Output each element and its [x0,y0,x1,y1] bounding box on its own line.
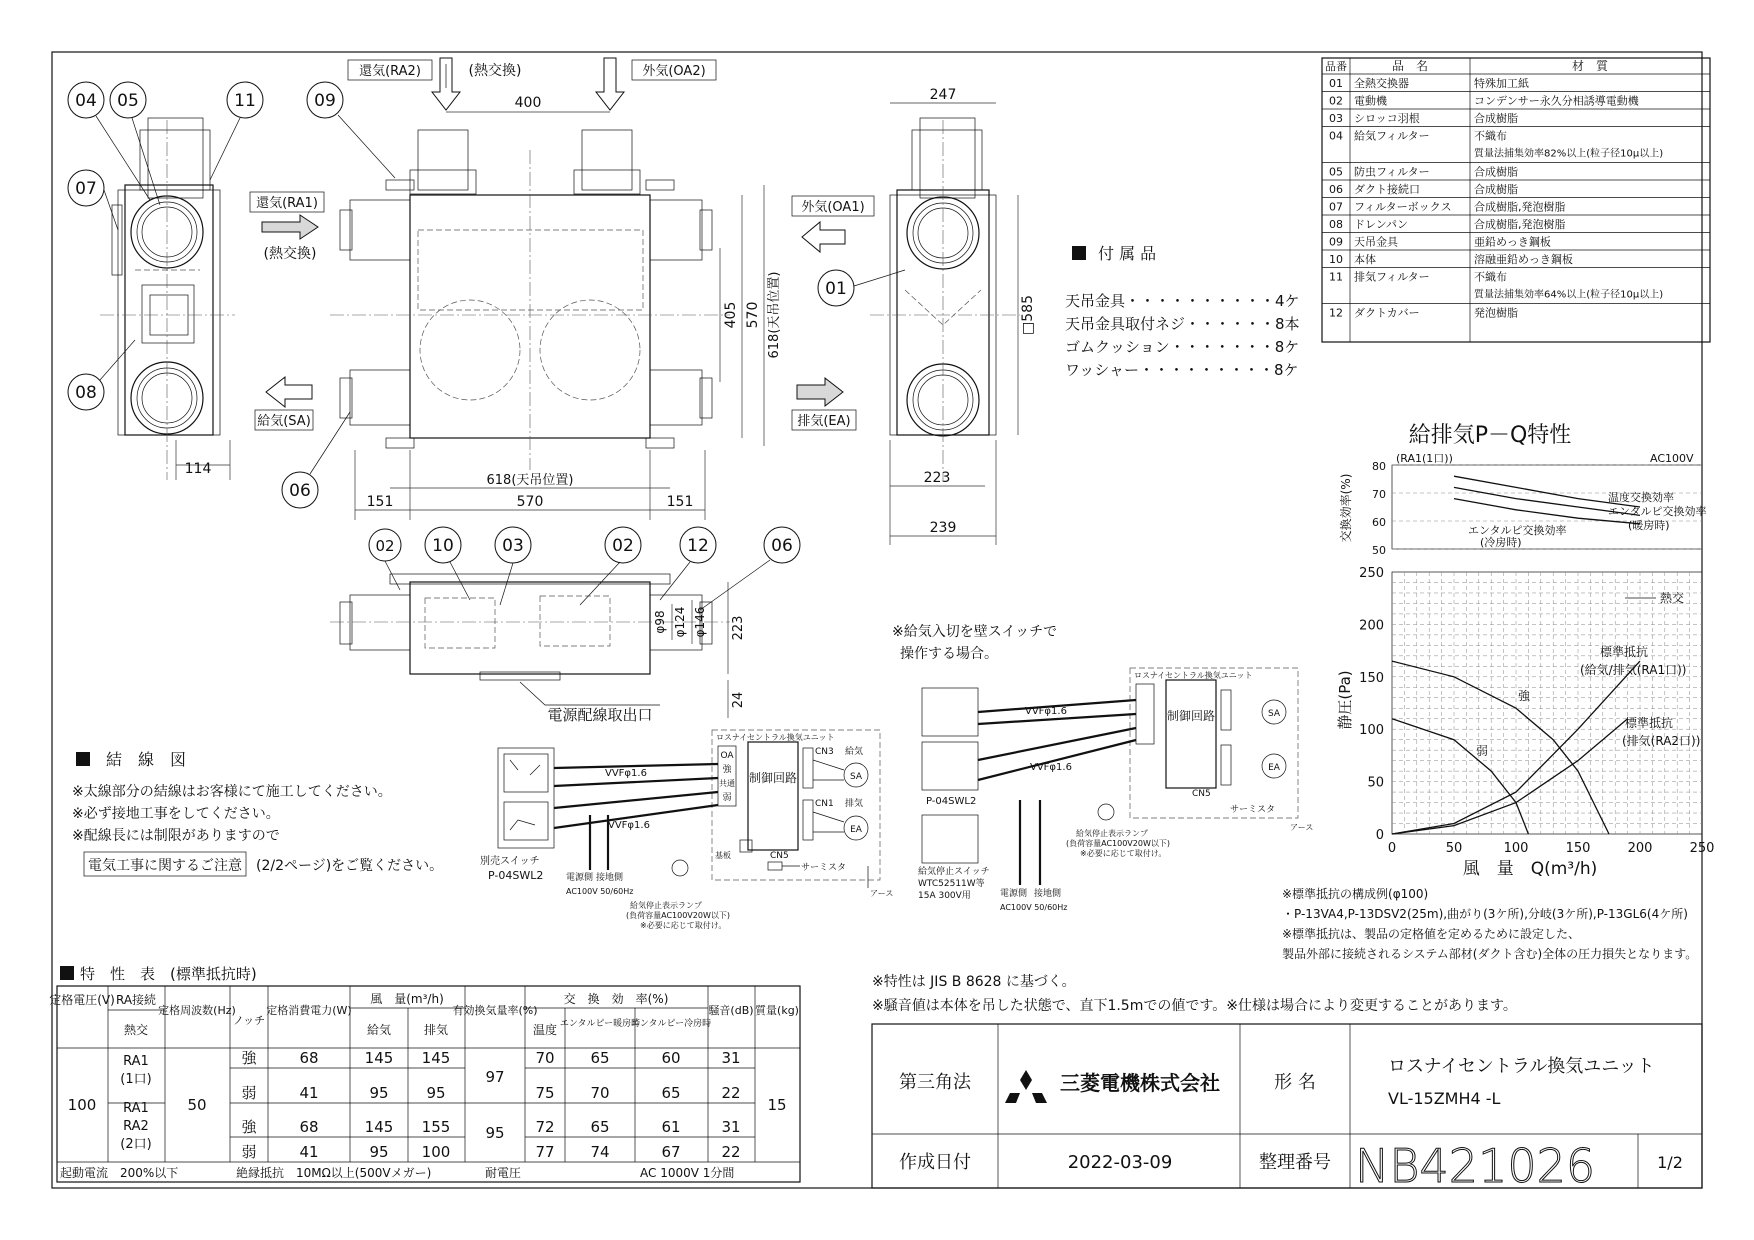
cn1-label: CN1 [815,799,834,809]
part-no: 04 [1329,129,1343,143]
accessories-title: 付 属 品 [1098,244,1157,263]
pq-xtick: 100 [1503,841,1529,856]
label-oa1: 外気(OA1) [801,200,865,215]
parts-header-material: 材 質 [1571,59,1609,73]
part-name: ダクトカバー [1354,306,1420,320]
parts-rows [1322,76,1710,320]
pq-xtick: 50 [1445,841,1463,856]
dim-585: □585 [1020,295,1036,335]
pq-series-line-3 [1392,719,1628,834]
power-w: 68 [299,1049,319,1067]
eff-enth-heat: 65 [590,1049,610,1067]
eff-ytick: 60 [1372,516,1386,529]
terminal-common: 共通 [719,779,735,788]
part-name: ダクト接続口 [1354,183,1420,196]
pq-note: 製品外部に接続されるシステム部材(ダクト含む)全体の圧力損失となります。 [1282,947,1698,961]
hdr-flow-ea: 排気 [423,1023,449,1037]
eff-enth-heat: 65 [590,1118,610,1136]
unit-title-2: ロスナイセントラル換気ユニット [1134,671,1253,680]
balloon-02-left: 02 [375,537,395,555]
val-mass: 15 [767,1096,787,1114]
pq-label-std2b: (排気(RA2口)) [1622,734,1701,748]
name-label: 形 名 [1274,1072,1316,1093]
ref-number: NB421026 [1355,1139,1596,1193]
noise-db: 22 [721,1084,741,1102]
ra-connection: RA2 [123,1119,149,1134]
label-oa2: 外気(OA2) [642,64,706,79]
footer-ins: 絶縁抵抗 10MΩ以上(500Vメガー) [236,1166,432,1180]
motor-sa-2: SA [1267,709,1281,719]
dim-405: 405 [723,301,739,329]
spec-title: 特 性 表 (標準抵抗時) [80,965,257,983]
ref-label: 整理番号 [1259,1152,1331,1173]
hdr-freq: 定格周波数(Hz) [158,1004,236,1017]
lamp-spec-2: (負荷容量AC100V20W以下) [1066,839,1170,848]
hdr-ra: RA接続 [115,993,157,1007]
part-no: 03 [1329,112,1343,125]
eff-vent-value: 95 [485,1124,505,1142]
pq-ytick: 100 [1359,723,1384,739]
dim-114: 114 [184,461,212,477]
bottom-view [330,574,746,724]
eff-vent-value: 97 [485,1068,505,1086]
parts-header-name: 品 名 [1391,59,1429,73]
noise-db: 31 [721,1049,741,1067]
pq-ytick: 150 [1359,670,1384,686]
pq-series-line-1 [1392,719,1528,834]
flow-ea: 100 [421,1143,451,1161]
dim-618-h: 618(天吊位置) [486,473,574,488]
spec-rows [120,1049,740,1161]
hdr-flow-sa: 給気 [366,1023,392,1037]
pq-xtick: 200 [1627,841,1653,856]
part-material: 亜鉛めっき鋼板 [1474,235,1551,249]
eff-label-heat: (暖房時) [1628,519,1670,532]
flow-ea: 155 [421,1118,451,1136]
noise-db: 22 [721,1143,741,1161]
dim-phi124: φ124 [673,606,687,638]
balloon-02-right: 02 [612,536,634,556]
notch: 弱 [241,1143,257,1161]
vvf-label: VVFφ1.6 [608,820,650,831]
flow-sa: 145 [364,1118,394,1136]
title-block [872,1024,1702,1193]
dim-phi98: φ98 [653,610,667,634]
label-sa: 給気(SA) [257,414,311,429]
part-material: 特殊加工紙 [1474,77,1529,90]
eff-temp: 75 [535,1084,555,1102]
alt-title-1: ※給気入切を壁スイッチで [892,624,1058,640]
part-name: シロッコ羽根 [1354,112,1420,125]
balloon-05: 05 [117,91,139,111]
hdr-enth-s: エンタルピー冷房時 [630,1019,712,1029]
val-freq: 50 [187,1096,207,1114]
dim-570-v: 570 [745,301,761,329]
part-name: 全熱交換器 [1354,77,1409,90]
hdr-noise: 騒音(dB) [708,1004,754,1017]
pq-label-heat: 熱交 [1660,591,1685,605]
footer-wv-val: AC 1000V 1分間 [640,1166,735,1180]
eff-enth-cool: 67 [661,1143,681,1161]
balloon-08: 08 [75,383,97,403]
hdr-notch: ノッチ [232,1014,266,1027]
date-value: 2022-03-09 [1067,1152,1173,1173]
part-no: 08 [1329,218,1343,231]
eff-enth-cool: 60 [661,1049,681,1067]
balloon-12: 12 [687,536,709,556]
ra-connection: (2口) [120,1137,152,1152]
pq-xtick: 250 [1689,841,1715,856]
unit-title: ロスナイセントラル換気ユニット [716,733,835,742]
wiring-note: ※必ず接地工事をしてください。 [72,806,280,822]
pq-ytick: 50 [1367,775,1384,791]
label-ra1: 還気(RA1) [256,196,318,211]
projection-label: 第三角法 [899,1072,971,1093]
eff-label-cool: (冷房時) [1480,536,1522,549]
terminal-weak: 弱 [722,793,732,803]
dim-151-right: 151 [666,494,694,510]
board-label: 基板 [715,851,731,860]
val-voltage: 100 [67,1096,97,1114]
part-no: 06 [1329,183,1343,196]
power-spec: AC100V 50/60Hz [566,887,634,896]
pq-label-std1: 標準抵抗 [1600,645,1649,659]
part-no: 07 [1329,200,1343,214]
eff-temp: 70 [535,1049,555,1067]
part-name: 防虫フィルター [1354,165,1430,179]
parts-header-no: 品番 [1325,60,1347,73]
flow-sa: 95 [369,1143,389,1161]
motor-sa: SA [849,772,863,782]
eff-label-temp: 温度交換効率 [1608,491,1674,504]
power-w: 41 [299,1143,319,1161]
pq-xtick: 150 [1565,841,1591,856]
page-number: 1/2 [1657,1153,1683,1172]
notch: 弱 [241,1084,257,1102]
hdr-ra-sub: 熱交 [123,1023,149,1037]
pq-grid [1359,566,1714,856]
part-name: 給気フィルター [1354,129,1430,143]
pq-label-weak: 弱 [1476,744,1489,758]
dim-phi146: φ146 [693,606,707,638]
balloon-01: 01 [825,279,847,299]
earth-label-2: アース [1290,823,1314,832]
noise-db: 31 [721,1118,741,1136]
dim-223-b: 223 [731,615,746,641]
part-material: 溶融亜鉛めっき鋼板 [1474,253,1573,266]
exhaust-label: 排気 [845,799,864,809]
hdr-mass: 質量(kg) [755,1004,799,1017]
accessory-item: ゴムクッション・・・・・・・8ケ [1065,338,1300,356]
power-spec-2: AC100V 50/60Hz [1000,903,1068,912]
pq-label-strong: 強 [1518,689,1531,703]
dim-239: 239 [929,520,957,536]
balloon-09: 09 [314,91,336,111]
note-noise: ※騒音値は本体を吊した状態で、直下1.5mでの値です。※仕様は場合により変更することがあります。 [872,998,1517,1014]
part-name: 排気フィルター [1354,270,1430,284]
part-material: コンデンサー永久分相誘導電動機 [1474,94,1639,108]
eff-label-ac: AC100V [1650,452,1694,465]
accessory-item: ワッシャー・・・・・・・・・8ケ [1065,361,1299,379]
accessory-item: 天吊金具取付ネジ・・・・・・8本 [1065,315,1300,333]
lamp-label: 給気停止表示ランプ [630,901,702,910]
wiring-note: ※太線部分の結線はお客様にて施工してください。 [72,784,392,800]
pq-chart [1282,423,1714,961]
flow-sa: 95 [369,1084,389,1102]
date-label: 作成日付 [899,1152,971,1173]
eff-label-enth-heat: エンタルピ交換効率 [1608,505,1707,518]
part-material: 合成樹脂,発泡樹脂 [1474,218,1566,231]
hdr-flow: 風 量(m³/h) [370,992,444,1006]
eff-label-enth-cool: エンタルピ交換効率 [1468,524,1567,537]
vvf-label: VVFφ1.6 [605,768,647,779]
part-material: 合成樹脂 [1474,112,1518,125]
pq-label-std2: 標準抵抗 [1625,716,1674,730]
eff-enth-heat: 74 [590,1143,610,1161]
part-no: 01 [1329,77,1343,90]
cn5-label: CN5 [770,851,789,861]
flow-ea: 145 [421,1049,451,1067]
balloon-07: 07 [75,179,97,199]
alt-title-2: 操作する場合。 [900,646,998,662]
part-no: 05 [1329,165,1343,179]
cn5-label-2: CN5 [1192,789,1211,799]
part-no: 02 [1329,94,1343,108]
part-material-detail: 質量法捕集効率64%以上(粒子径10μ以上) [1474,289,1664,301]
part-material: 不織布 [1474,270,1507,284]
dim-570-h: 570 [516,494,544,510]
power-side-2: 電源側 [1000,889,1028,899]
motor-ea: EA [850,825,862,835]
eff-ytick: 50 [1372,544,1386,557]
motor-ea-2: EA [1268,763,1280,773]
label-heat-exchange-top: (熱交換) [468,63,522,79]
left-side-view [100,118,324,480]
vvf-label-3: VVFφ1.6 [1030,762,1072,773]
cn3-label: CN3 [815,747,834,757]
part-material: 不織布 [1474,129,1507,143]
wiring-note: ※配線長には制限がありますので [72,828,280,844]
flow-ea: 95 [426,1084,446,1102]
dim-151-left: 151 [366,494,394,510]
vvf-label-2: VVFφ1.6 [1025,706,1067,717]
terminal-oa: OA [720,751,734,761]
eff-ylabel: 交換効率(%) [1339,473,1353,543]
accessory-item: 天吊金具・・・・・・・・・・4ケ [1065,292,1300,310]
hdr-voltage: 定格電圧(V) [49,993,115,1007]
pq-ytick: 200 [1359,618,1384,634]
mitsubishi-logo-icon [1005,1070,1047,1103]
eff-ytick: 70 [1372,488,1386,501]
switch1-name: 別売スイッチ [480,856,540,867]
part-name: 本体 [1354,253,1376,266]
switch1-model: P-04SWL2 [488,869,544,882]
label-ra2: 還気(RA2) [359,64,421,79]
wiring-note-tail: (2/2ページ)をご覧ください。 [256,858,444,874]
pq-ytick: 0 [1375,828,1384,843]
footer-wv: 耐電圧 [485,1166,522,1180]
power-w: 68 [299,1118,319,1136]
balloon-06-front: 06 [289,481,311,501]
pq-label-std1b: (給気/排気(RA1口)) [1580,663,1687,677]
pq-plot-area [1392,572,1702,834]
part-material: 発泡樹脂 [1474,306,1518,320]
balloon-03: 03 [502,536,524,556]
pq-note: ※標準抵抗は、製品の定格値を定めるために設定した、 [1282,927,1581,941]
lamp-label-2: 給気停止表示ランプ [1076,829,1148,838]
part-material: 合成樹脂 [1474,183,1518,196]
stop-model: WTC52511W等 [918,879,985,889]
part-name: ドレンパン [1354,218,1408,231]
ra-connection: (1口) [120,1072,152,1087]
ground-side: 接地側 [596,873,624,883]
stop-switch: 給気停止スイッチ [918,867,990,877]
control-circuit: 制御回路 [748,771,798,785]
pq-note: ・P-13VA4,P-13DSV2(25m),曲がり(3ケ所),分岐(3ケ所),P-13GL6(4ケ所) [1282,907,1688,921]
hdr-power: 定格消費電力(W) [266,1004,352,1017]
balloon-04: 04 [75,91,97,111]
ra-connection: RA1 [123,1101,149,1116]
earth-label: アース [870,889,894,898]
part-material: 合成樹脂 [1474,165,1518,179]
parts-table [1322,58,1710,342]
chart-title: 給排気P－Q特性 [1408,423,1572,448]
eff-label-ra: (RA1(1口)) [1396,452,1453,465]
wiring-title: 結 線 図 [106,750,187,769]
dim-24: 24 [731,691,746,709]
power-w: 41 [299,1084,319,1102]
pq-ytick: 250 [1359,566,1384,581]
dim-618-v: 618(天吊位置) [767,271,782,359]
notch: 強 [241,1049,257,1067]
power-side: 電源側 [566,873,594,883]
front-view [330,58,782,520]
part-name: フィルターボックス [1354,200,1452,214]
part-material-detail: 質量法捕集効率82%以上(粒子径10μ以上) [1474,148,1664,160]
eff-ytick: 80 [1372,460,1386,473]
wiring-boxed-note: 電気工事に関するご注意 [88,858,242,874]
switch2-model: P-04SWL2 [926,796,977,807]
label-cable-exit: 電源配線取出口 [547,706,653,724]
part-name: 天吊金具 [1354,235,1398,249]
accessories [1065,244,1300,379]
company-name: 三菱電機株式会社 [1060,1071,1220,1095]
eff-enth-heat: 70 [590,1084,610,1102]
right-side-view [792,87,1036,545]
label-ea: 排気(EA) [797,414,851,429]
part-name: 電動機 [1354,94,1387,108]
dim-223-r: 223 [923,470,951,486]
hdr-exch: 交 換 効 率(%) [563,992,669,1006]
part-no: 12 [1329,306,1343,320]
ground-side-2: 接地側 [1034,889,1062,899]
thermistor-label: サーミスタ [801,863,847,873]
eff-temp: 72 [535,1118,555,1136]
spec-table [49,965,800,1182]
product-name: ロスナイセントラル換気ユニット [1388,1056,1655,1077]
flow-sa: 145 [364,1049,394,1067]
pq-ylabel: 静圧(Pa) [1336,670,1354,730]
pq-xtick: 0 [1387,841,1397,856]
eff-enth-cool: 65 [661,1084,681,1102]
part-no: 10 [1329,253,1343,266]
notch: 強 [241,1118,257,1136]
wiring-diagram [72,624,1313,930]
dim-400: 400 [514,95,542,111]
stop-rating: 15A 300V用 [918,891,971,901]
hdr-eff-vent: 有効換気量率(%) [452,1004,538,1017]
part-material: 合成樹脂,発泡樹脂 [1474,200,1566,214]
label-heat-exchange-left: (熱交換) [263,246,317,262]
terminal-strong: 強 [722,765,732,775]
balloon-06-bottom: 06 [771,536,793,556]
pq-note: ※標準抵抗の構成例(φ100) [1282,887,1429,901]
balloon-11: 11 [234,91,256,111]
balloon-10: 10 [432,536,454,556]
lamp-spec: (負荷容量AC100V20W以下) [626,911,730,920]
thermistor-label-2: サーミスタ [1230,805,1276,815]
hdr-temp: 温度 [532,1023,558,1037]
hdr-enth-w: エンタルピー暖房時 [559,1019,641,1029]
part-no: 11 [1329,270,1343,284]
lamp-note: ※必要に応じて取付け。 [640,921,727,930]
pq-xlabel: 風 量 Q(m³/h) [1462,859,1598,879]
footer-start: 起動電流 200%以下 [60,1166,179,1180]
model-number: VL-15ZMH4 -L [1388,1089,1501,1108]
supply-label: 給気 [845,747,864,757]
lamp-note-2: ※必要に応じて取付け。 [1080,849,1167,858]
dim-247: 247 [929,87,957,103]
control-circuit-2: 制御回路 [1166,709,1216,723]
part-no: 09 [1329,235,1343,249]
ra-connection: RA1 [123,1054,149,1069]
eff-enth-cool: 61 [661,1118,681,1136]
note-jis: ※特性は JIS B 8628 に基づく。 [872,974,1076,990]
eff-temp: 77 [535,1143,555,1161]
